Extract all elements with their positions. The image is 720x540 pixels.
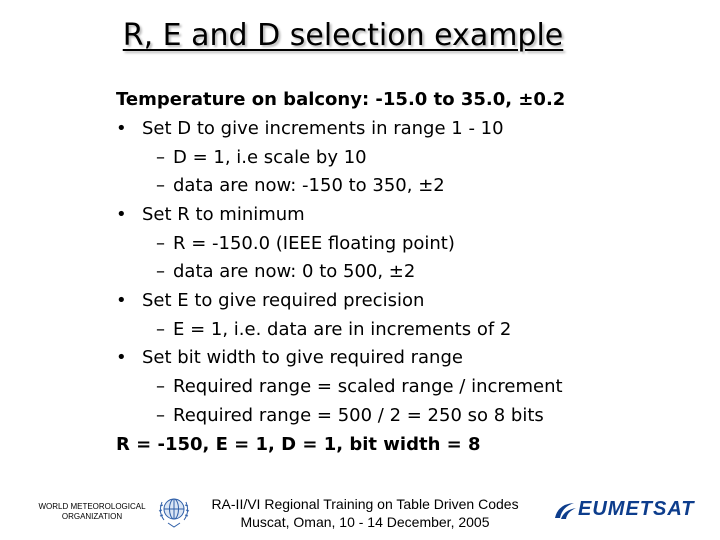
line-text: data are now: 0 to 500, ±2: [173, 261, 416, 282]
dash-marker: –: [156, 175, 165, 196]
eumetsat-swoosh-icon: [552, 500, 578, 522]
line-text: R = -150.0 (IEEE floating point): [173, 233, 455, 254]
dash-marker: –: [156, 405, 165, 426]
line-text: Temperature on balcony: -15.0 to 35.0, ±0.2: [116, 89, 566, 110]
dash-marker: –: [156, 147, 165, 168]
dash-marker: –: [156, 261, 165, 282]
line-text: Set D to give increments in range 1 - 10: [142, 118, 504, 139]
bullet-marker: •: [116, 290, 127, 311]
bullet-marker: •: [116, 204, 127, 225]
line-text: E = 1, i.e. data are in increments of 2: [173, 319, 512, 340]
slide-title: R, E and D selection example: [122, 18, 564, 53]
bullet-marker: •: [116, 118, 127, 139]
line-text: Required range = 500 / 2 = 250 so 8 bits: [173, 405, 544, 426]
wmo-emblem-icon: [156, 492, 192, 530]
line-text: Set R to minimum: [142, 204, 305, 225]
line-text: Set E to give required precision: [142, 290, 425, 311]
line-text: data are now: -150 to 350, ±2: [173, 175, 445, 196]
line-text: R = -150, E = 1, D = 1, bit width = 8: [116, 434, 481, 455]
dash-marker: –: [156, 233, 165, 254]
heading-line: [116, 87, 565, 113]
line-text: Required range = scaled range / increment: [173, 376, 563, 397]
wmo-name-line1: WORLD METEOROLOGICAL: [38, 502, 146, 511]
event-place-date: Muscat, Oman, 10 - 14 December, 2005: [240, 514, 490, 530]
summary-line: [116, 432, 481, 458]
eumetsat-logo-text: EUMETSAT: [578, 498, 695, 520]
bullet-marker: •: [116, 347, 127, 368]
wmo-name-line2: ORGANIZATION: [61, 512, 123, 521]
line-text: D = 1, i.e scale by 10: [173, 147, 367, 168]
dash-marker: –: [156, 376, 165, 397]
wmo-name: [36, 502, 148, 522]
event-info: [200, 495, 530, 531]
event-title: RA-II/VI Regional Training on Table Driven Codes: [211, 496, 519, 512]
line-text: Set bit width to give required range: [142, 347, 463, 368]
dash-marker: –: [156, 319, 165, 340]
eumetsat-logo: [552, 498, 697, 524]
